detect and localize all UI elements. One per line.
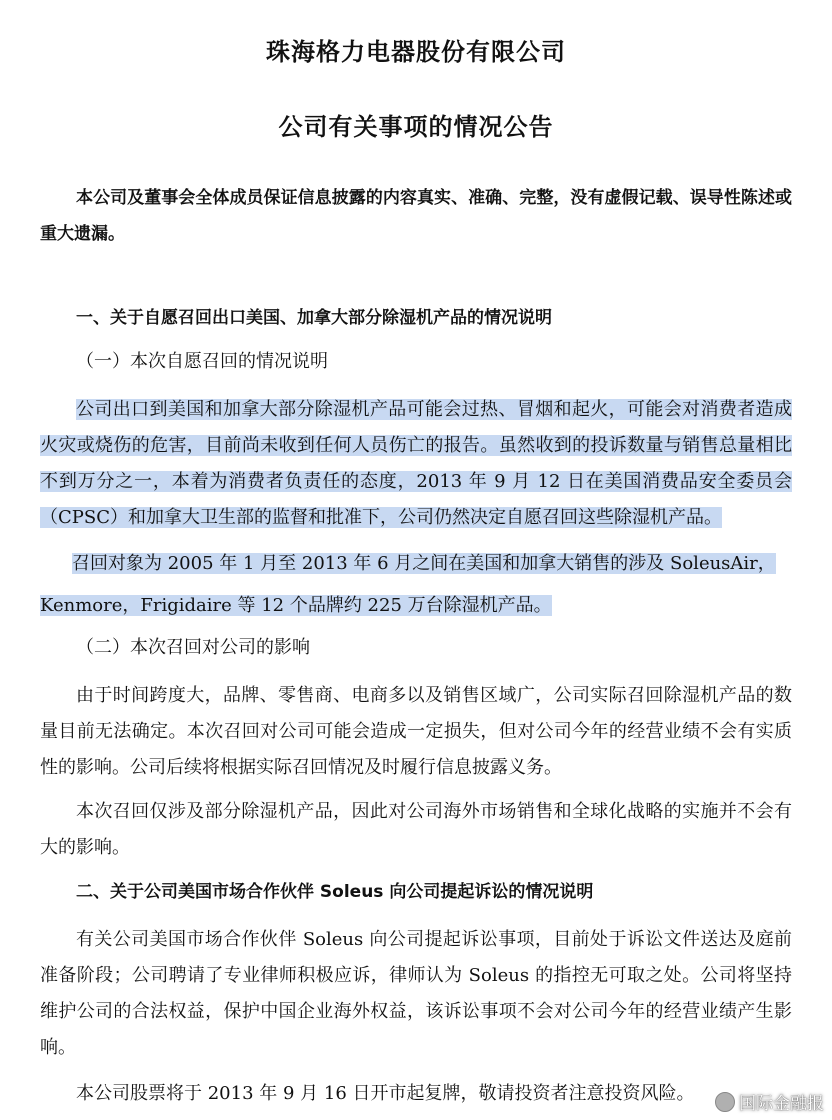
recall-scope-line1	[72, 550, 776, 578]
watermark	[715, 1089, 824, 1114]
recall-impact-paragraph: 由于时间跨度大，品牌、零售商、电商多以及销售区域广，公司实际召回除湿机产品的数量目前无法确定。本次召回对公司可能会造成一定损失，但对公司今年的经营业绩不会有实质性的影响。公司后续将根据实际召回情况及时履行信息披露义务。	[40, 685, 792, 778]
lawsuit-paragraph: 有关公司美国市场合作伙伴 Soleus 向公司提起诉讼事项，目前处于诉讼文件送达及庭前准备阶段；公司聘请了专业律师积极应诉，律师认为 Soleus 的指控无可取之处。公司将坚持维护公司的合法权益，保护中国企业海外权益，该诉讼事项不会对公司今年的经营业绩产生影响。	[40, 929, 792, 1058]
section1-sub1-heading: （一）本次自愿召回的情况说明	[76, 351, 328, 372]
company-name: 珠海格力电器股份有限公司	[266, 38, 566, 66]
recall-scope-line2	[40, 592, 552, 620]
overseas-impact-paragraph: 本次召回仅涉及部分除湿机产品，因此对公司海外市场销售和全球化战略的实施并不会有大的影响。	[40, 801, 792, 858]
resumption-notice: 本公司股票将于 2013 年 9 月 16 日开市起复牌，敬请投资者注意投资风险。	[76, 1083, 695, 1104]
section2-heading: 二、关于公司美国市场合作伙伴 Soleus 向公司提起诉讼的情况说明	[76, 882, 594, 902]
highlighted-text: Kenmore，Frigidaire 等 12 个品牌约 225 万台除湿机产品。	[40, 595, 552, 616]
watermark-logo-icon	[715, 1092, 735, 1112]
section1-heading: 一、关于自愿召回出口美国、加拿大部分除湿机产品的情况说明	[76, 308, 552, 328]
disclosure-statement: 本公司及董事会全体成员保证信息披露的内容真实、准确、完整，没有虚假记载、误导性陈述或重大遗漏。	[40, 188, 792, 244]
recall-description-paragraph	[40, 392, 792, 536]
document-title: 公司有关事项的情况公告	[278, 113, 554, 141]
highlighted-text: 公司出口到美国和加拿大部分除湿机产品可能会过热、冒烟和起火，可能会对消费者造成火灾或烧伤的危害，目前尚未收到任何人员伤亡的报告。虽然收到的投诉数量与销售总量相比不到万分之一，本着为消费者负责任的态度，2013 年 9 月 12 日在美国消费品安全委员会（CPSC）和加拿大卫生部的监督和批准下，公司仍然决定自愿召回这些除湿机产品。	[40, 399, 792, 528]
section1-sub2-heading: （二）本次召回对公司的影响	[76, 637, 310, 658]
highlighted-text: 召回对象为 2005 年 1 月至 2013 年 6 月之间在美国和加拿大销售的涉及 SoleusAir，	[72, 553, 776, 574]
watermark-text: 国际金融报	[739, 1094, 824, 1114]
